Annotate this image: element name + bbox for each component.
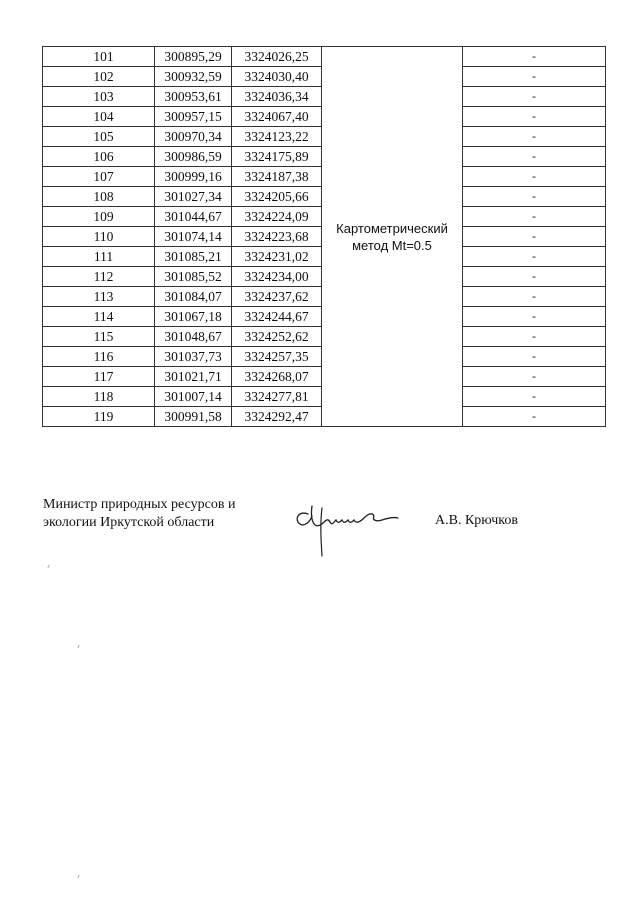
y-coordinate-cell: 3324175,89 [232, 147, 322, 167]
y-coordinate-cell: 3324268,07 [232, 367, 322, 387]
note-cell: - [463, 247, 606, 267]
x-coordinate-cell: 301074,14 [155, 227, 232, 247]
y-coordinate-cell: 3324205,66 [232, 187, 322, 207]
scan-speck [77, 645, 79, 648]
note-cell: - [463, 47, 606, 67]
point-number-cell: 110 [43, 227, 155, 247]
point-number-cell: 119 [43, 407, 155, 427]
y-coordinate-cell: 3324292,47 [232, 407, 322, 427]
x-coordinate-cell: 300999,16 [155, 167, 232, 187]
y-coordinate-cell: 3324244,67 [232, 307, 322, 327]
scan-speck [77, 875, 79, 878]
note-cell: - [463, 327, 606, 347]
x-coordinate-cell: 300970,34 [155, 127, 232, 147]
note-cell: - [463, 407, 606, 427]
x-coordinate-cell: 300957,15 [155, 107, 232, 127]
y-coordinate-cell: 3324030,40 [232, 67, 322, 87]
signatory-title-line-1: Министр природных ресурсов и [43, 497, 236, 512]
signatory-title-line-2: экологии Иркутской области [43, 515, 215, 530]
x-coordinate-cell: 300953,61 [155, 87, 232, 107]
point-number-cell: 102 [43, 67, 155, 87]
note-cell: - [463, 367, 606, 387]
x-coordinate-cell: 301044,67 [155, 207, 232, 227]
y-coordinate-cell: 3324237,62 [232, 287, 322, 307]
y-coordinate-cell: 3324187,38 [232, 167, 322, 187]
x-coordinate-cell: 300991,58 [155, 407, 232, 427]
method-cell [322, 47, 463, 427]
note-cell: - [463, 167, 606, 187]
note-cell: - [463, 107, 606, 127]
note-cell: - [463, 87, 606, 107]
point-number-cell: 116 [43, 347, 155, 367]
y-coordinate-cell: 3324223,68 [232, 227, 322, 247]
y-coordinate-cell: 3324224,09 [232, 207, 322, 227]
y-coordinate-cell: 3324026,25 [232, 47, 322, 67]
x-coordinate-cell: 301037,73 [155, 347, 232, 367]
note-cell: - [463, 227, 606, 247]
note-cell: - [463, 67, 606, 87]
point-number-cell: 109 [43, 207, 155, 227]
note-cell: - [463, 147, 606, 167]
point-number-cell: 105 [43, 127, 155, 147]
x-coordinate-cell: 301021,71 [155, 367, 232, 387]
x-coordinate-cell: 300932,59 [155, 67, 232, 87]
y-coordinate-cell: 3324257,35 [232, 347, 322, 367]
point-number-cell: 103 [43, 87, 155, 107]
y-coordinate-cell: 3324067,40 [232, 107, 322, 127]
x-coordinate-cell: 300895,29 [155, 47, 232, 67]
method-text-line-1: Картометрический [336, 220, 448, 236]
y-coordinate-cell: 3324277,81 [232, 387, 322, 407]
point-number-cell: 117 [43, 367, 155, 387]
signatory-title [43, 496, 283, 532]
point-number-cell: 115 [43, 327, 155, 347]
note-cell: - [463, 127, 606, 147]
x-coordinate-cell: 301048,67 [155, 327, 232, 347]
y-coordinate-cell: 3324123,22 [232, 127, 322, 147]
note-cell: - [463, 267, 606, 287]
table-row [43, 47, 606, 67]
note-cell: - [463, 307, 606, 327]
y-coordinate-cell: 3324234,00 [232, 267, 322, 287]
note-cell: - [463, 287, 606, 307]
signatory-name: А.В. Крючков [435, 513, 518, 528]
x-coordinate-cell: 301085,21 [155, 247, 232, 267]
point-number-cell: 118 [43, 387, 155, 407]
y-coordinate-cell: 3324231,02 [232, 247, 322, 267]
point-number-cell: 111 [43, 247, 155, 267]
point-number-cell: 113 [43, 287, 155, 307]
point-number-cell: 106 [43, 147, 155, 167]
method-text-line-2: метод Mt=0.5 [352, 237, 432, 253]
scan-speck [47, 565, 49, 568]
y-coordinate-cell: 3324252,62 [232, 327, 322, 347]
note-cell: - [463, 387, 606, 407]
note-cell: - [463, 207, 606, 227]
x-coordinate-cell: 301067,18 [155, 307, 232, 327]
coordinates-table [42, 46, 606, 427]
note-cell: - [463, 187, 606, 207]
point-number-cell: 112 [43, 267, 155, 287]
point-number-cell: 101 [43, 47, 155, 67]
y-coordinate-cell: 3324036,34 [232, 87, 322, 107]
x-coordinate-cell: 301027,34 [155, 187, 232, 207]
note-cell: - [463, 347, 606, 367]
handwritten-signature [292, 500, 402, 558]
x-coordinate-cell: 301084,07 [155, 287, 232, 307]
x-coordinate-cell: 300986,59 [155, 147, 232, 167]
coordinates-table-body [43, 47, 606, 427]
point-number-cell: 107 [43, 167, 155, 187]
point-number-cell: 104 [43, 107, 155, 127]
point-number-cell: 108 [43, 187, 155, 207]
x-coordinate-cell: 301085,52 [155, 267, 232, 287]
x-coordinate-cell: 301007,14 [155, 387, 232, 407]
point-number-cell: 114 [43, 307, 155, 327]
